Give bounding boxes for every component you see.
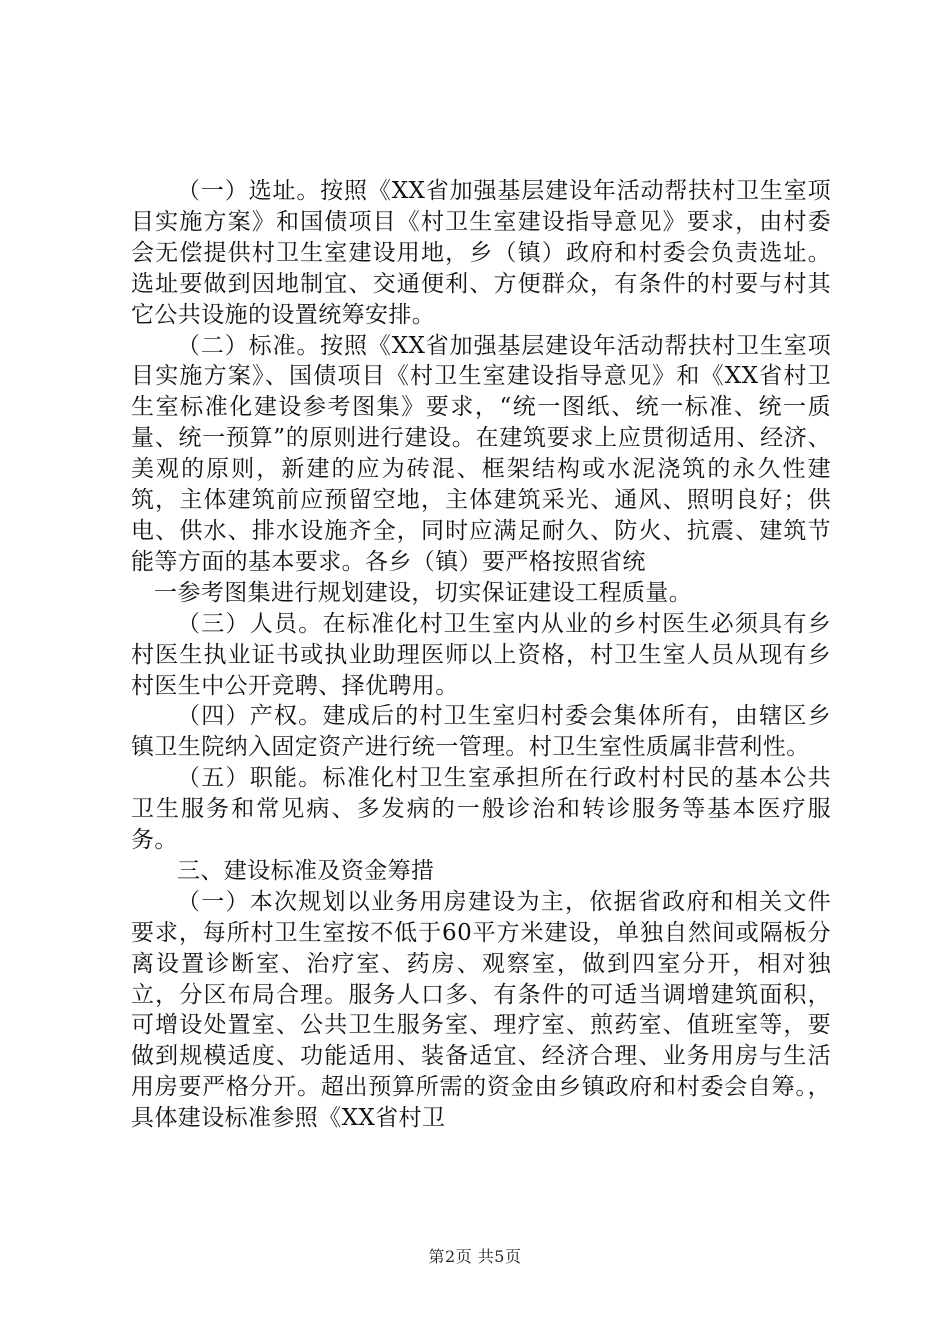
paragraph-functions: （五）职能。标准化村卫生室承担所在行政村村民的基本公共卫生服务和常见病、多发病的一般诊治和转诊服务等基本医疗服务。 [131,765,831,854]
paragraph-site-selection: （一）选址。按照《XX省加强基层建设年活动帮扶村卫生室项目实施方案》和国债项目《村卫生室建设指导意见》要求，由村委会无偿提供村卫生室建设用地，乡（镇）政府和村委会负责选址。选址要做到因地制宜、交通便利、方便群众，有条件的村要与村其它公共设施的设置统筹安排。 [131,178,831,328]
paragraph-standard-continued: 一参考图集进行规划建设，切实保证建设工程质量。 [154,579,693,606]
paragraph-construction-planning: （一）本次规划以业务用房建设为主，依据省政府和相关文件要求，每所村卫生室按不低于60平方米建设，单独自然间或隔板分离设置诊断室、治疗室、药房、观察室，做到四室分开，相对独立，分区布局合理。服务人口多、有条件的可适当调增建筑面积，可增设处置室、公共卫生服务室、理疗室、煎药室、值班室等，要做到规模适度、功能适用、装备适宜、经济合理、业务用房与生活用房要严格分开。超出预算所需的资金由乡镇政府和村委会自筹。，具体建设标准参照《XX省村卫 [131,888,831,1132]
document-body [131,176,831,1134]
section-heading: 三、建设标准及资金筹措 [177,857,435,884]
paragraph-standard: （二）标准。按照《XX省加强基层建设年活动帮扶村卫生室项目实施方案》、国债项目《村卫生室建设指导意见》和《XX省村卫生室标准化建设参考图集》要求，“统一图纸、统一标准、统一质量、统一预算”的原则进行建设。在建筑要求上应贯彻适用、经济、美观的原则，新建的应为砖混、框架结构或水泥浇筑的永久性建筑，主体建筑前应预留空地，主体建筑采光、通风、照明良好；供电、供水、排水设施齐全，同时应满足耐久、防火、抗震、建筑节能等方面的基本要求。各乡（镇）要严格按照省统 [131,332,831,575]
paragraph-property-rights: （四）产权。建成后的村卫生室归村委会集体所有，由辖区乡镇卫生院纳入固定资产进行统一管理。村卫生室性质属非营利性。 [131,703,831,761]
page-number-footer: 第2页 共5页 [428,1247,522,1266]
paragraph-personnel: （三）人员。在标准化村卫生室内从业的乡村医生必须具有乡村医生执业证书或执业助理医师以上资格，村卫生室人员从现有乡村医生中公开竞聘、择优聘用。 [131,610,831,699]
